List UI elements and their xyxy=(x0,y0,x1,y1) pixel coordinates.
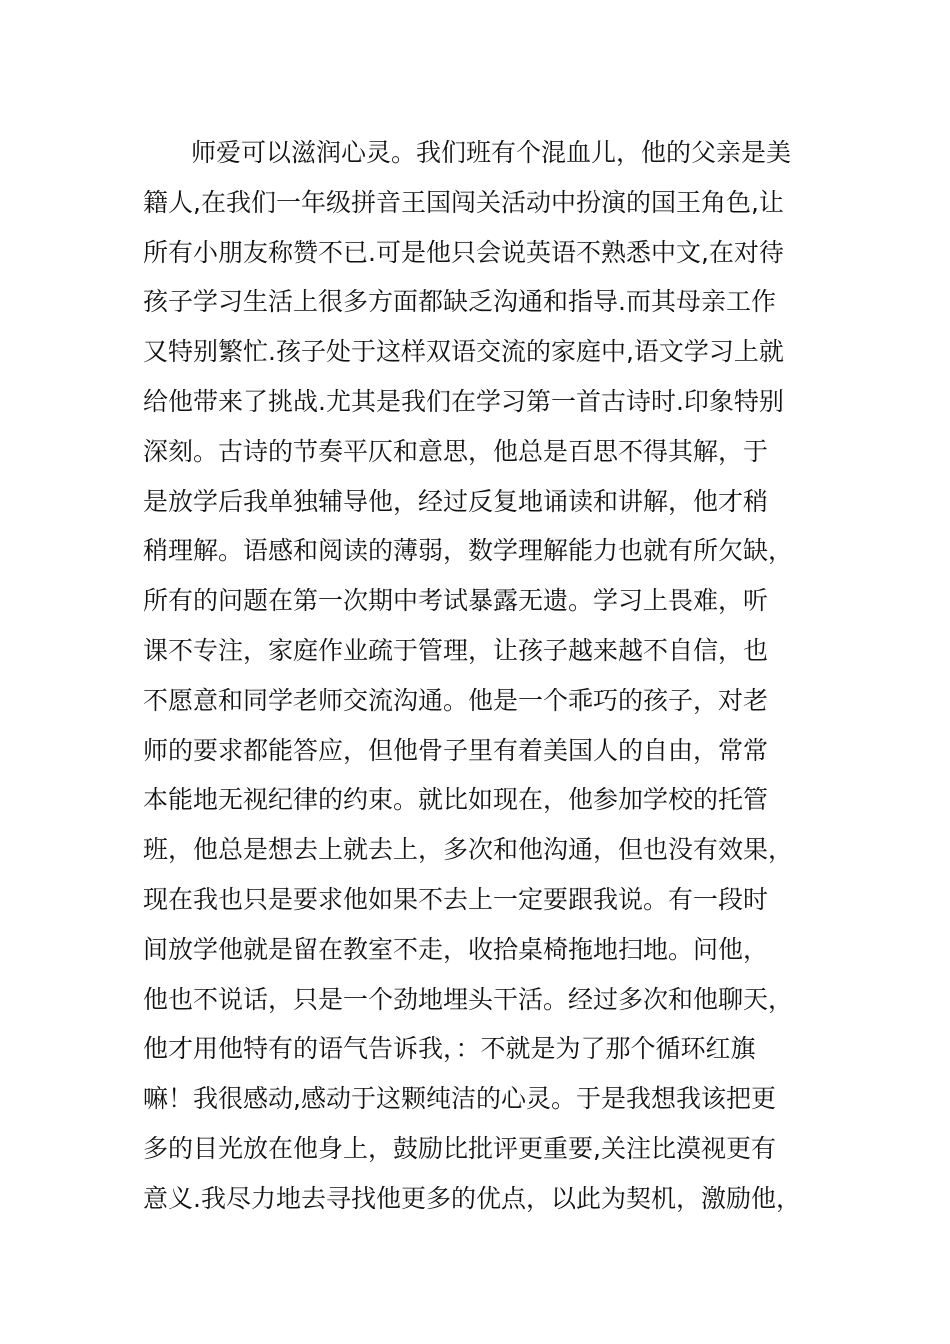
paragraph-line: 籍人,在我们一年级拼音王国闯关活动中扮演的国王角色,让 xyxy=(143,187,784,217)
paragraph-line: 是放学后我单独辅导他，经过反复地诵读和讲解，他才稍 xyxy=(143,486,769,516)
paragraph-line: 本能地无视纪律的约束。就比如现在，他参加学校的托管 xyxy=(143,785,769,815)
paragraph-line: 间放学他就是留在教室不走，收拾桌椅拖地扫地。问他， xyxy=(143,934,769,964)
paragraph-line: 意义.我尽力地去寻找他更多的优点，以此为契机，激励他， xyxy=(143,1183,801,1213)
paragraph-line: 现在我也只是要求他如果不去上一定要跟我说。有一段时 xyxy=(143,884,769,914)
paragraph-line: 给他带来了挑战.尤其是我们在学习第一首古诗时.印象特别 xyxy=(143,386,784,416)
paragraph-line: 他也不说话，只是一个劲地埋头干活。经过多次和他聊天， xyxy=(143,984,794,1014)
paragraph-line: 不愿意和同学老师交流沟通。他是一个乖巧的孩子，对老 xyxy=(143,685,769,715)
paragraph-line: 他才用他特有的语气告诉我，：不就是为了那个循环红旗 xyxy=(143,1034,756,1064)
paragraph-line: 又特别繁忙.孩子处于这样双语交流的家庭中,语文学习上就 xyxy=(143,337,784,367)
paragraph-line: 师爱可以滋润心灵。我们班有个混血儿，他的父亲是美 xyxy=(191,138,792,167)
paragraph-line: 班，他总是想去上就去上，多次和他沟通，但也没有效果， xyxy=(143,835,794,865)
paragraph-line: 深刻。古诗的节奏平仄和意思，他总是百思不得其解，于 xyxy=(143,436,769,466)
paragraph-line: 课不专注，家庭作业疏于管理，让孩子越来越不自信，也 xyxy=(143,635,769,665)
document-body xyxy=(143,128,843,1224)
paragraph-line: 师的要求都能答应，但他骨子里有着美国人的自由，常常 xyxy=(143,735,769,765)
paragraph-line: 所有小朋友称赞不已.可是他只会说英语不熟悉中文,在对待 xyxy=(143,237,784,267)
paragraph-line: 多的目光放在他身上，鼓励比批评更重要,关注比漠视更有 xyxy=(143,1133,776,1163)
paragraph-line: 孩子学习生活上很多方面都缺乏沟通和指导.而其母亲工作 xyxy=(143,287,776,317)
paragraph-line: 所有的问题在第一次期中考试暴露无遗。学习上畏难，听 xyxy=(143,586,769,616)
paragraph-line: 稍理解。语感和阅读的薄弱，数学理解能力也就有所欠缺， xyxy=(143,536,794,566)
paragraph-line: 嘛！我很感动,感动于这颗纯洁的心灵。于是我想我该把更 xyxy=(143,1084,776,1114)
